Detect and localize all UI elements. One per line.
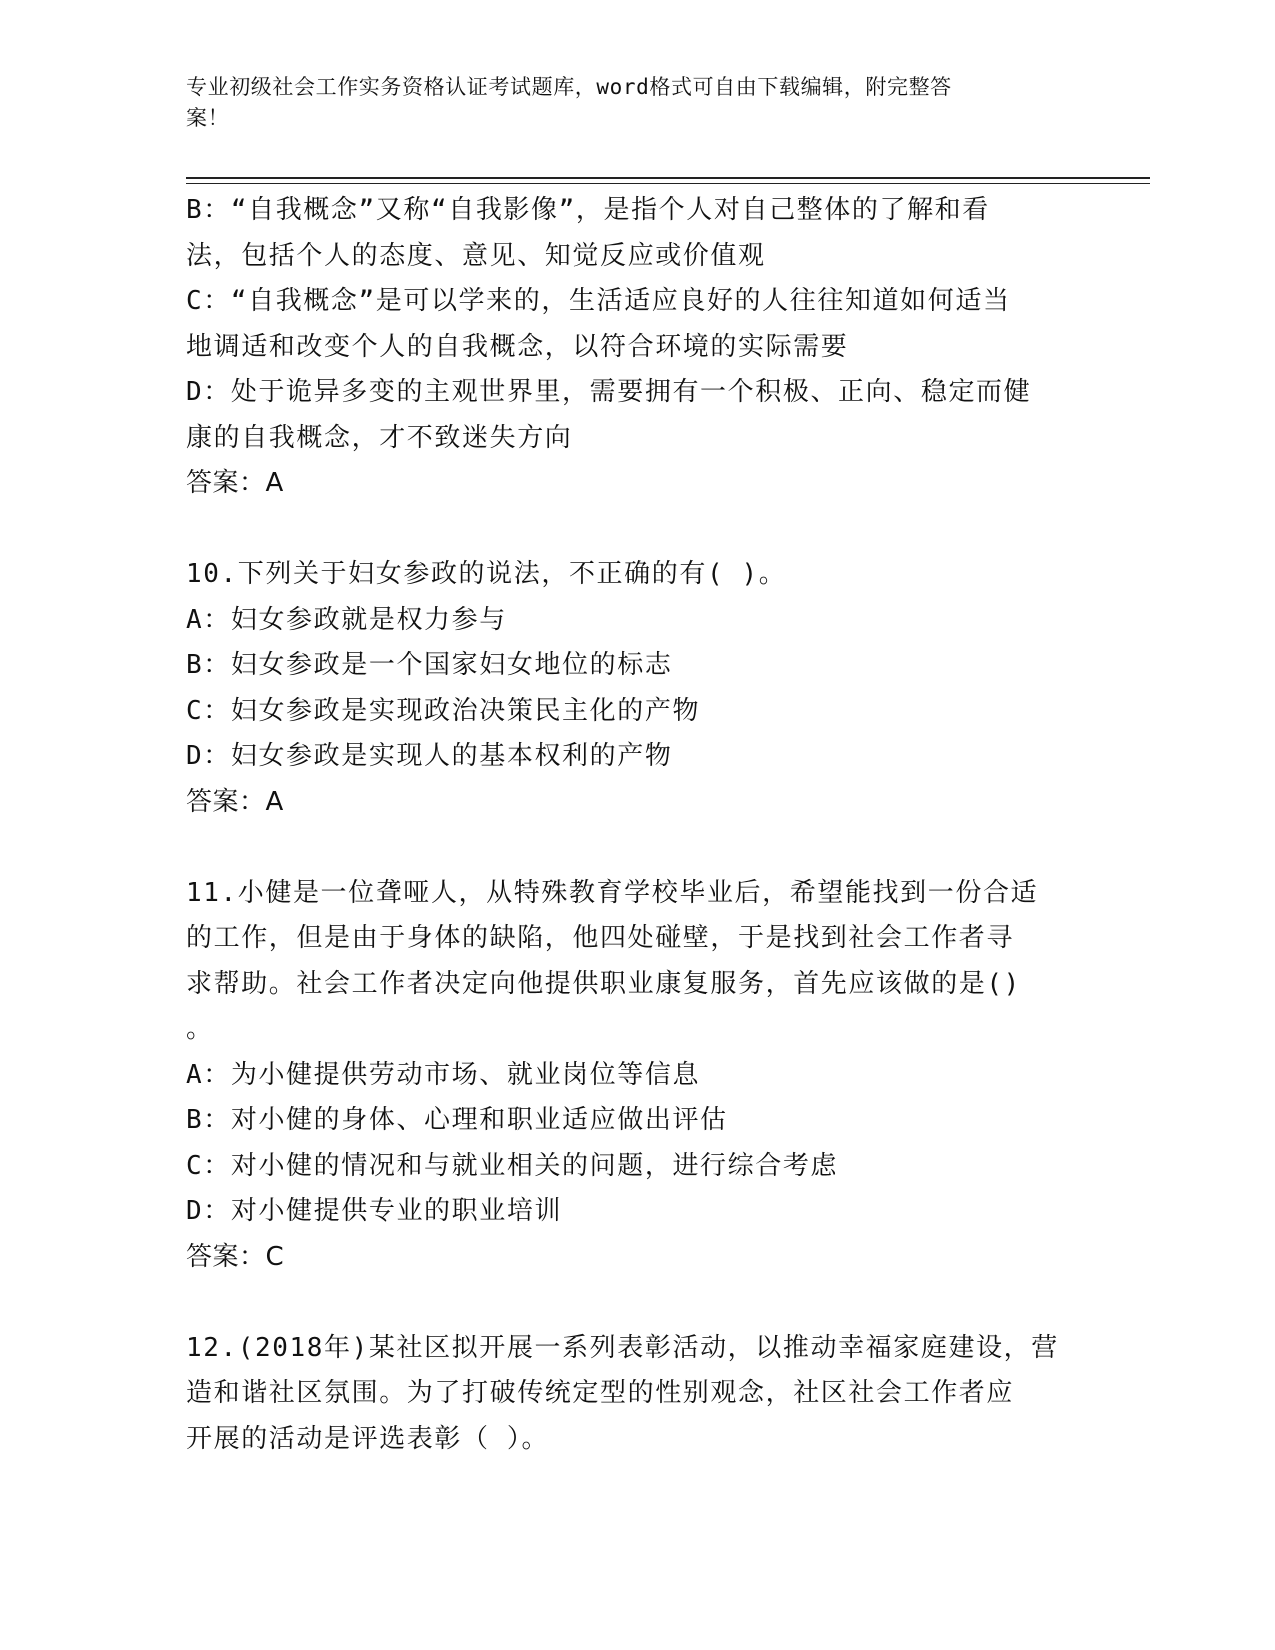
question-12 <box>186 1326 1086 1463</box>
answer: 答案：A <box>186 468 284 498</box>
question-10 <box>186 552 1086 825</box>
question-stem: 12.(2018年)某社区拟开展一系列表彰活动，以推动幸福家庭建设，营 <box>186 1332 1059 1363</box>
option-c: C：妇女参政是实现政治决策民主化的产物 <box>186 695 701 726</box>
header-line: 专业初级社会工作实务资格认证考试题库，word格式可自由下载编辑，附完整答 <box>186 75 952 99</box>
question-stem-cont: 。 <box>186 1014 214 1044</box>
option-d: D：妇女参政是实现人的基本权利的产物 <box>186 741 673 771</box>
question-stem: 11.小健是一位聋哑人，从特殊教育学校毕业后，希望能找到一份合适 <box>186 877 1039 908</box>
option-b-cont: 法，包括个人的态度、意见、知觉反应或价值观 <box>186 240 766 271</box>
option-b: B：妇女参政是一个国家妇女地位的标志 <box>186 650 673 680</box>
spacer <box>186 1280 1086 1326</box>
document-header <box>186 72 1066 134</box>
question-stem-cont: 求帮助。社会工作者决定向他提供职业康复服务，首先应该做的是() <box>186 968 1021 999</box>
option-d-cont: 康的自我概念，才不致迷失方向 <box>186 422 573 453</box>
option-d: D：对小健提供专业的职业培训 <box>186 1196 563 1226</box>
question-stem-cont: 造和谐社区氛围。为了打破传统定型的性别观念，社区社会工作者应 <box>186 1378 1015 1408</box>
question-stem-cont: 开展的活动是评选表彰（ ）。 <box>186 1423 550 1454</box>
option-a: A：妇女参政就是权力参与 <box>186 604 507 635</box>
spacer <box>186 507 1086 553</box>
header-line: 案！ <box>186 106 230 130</box>
option-c-cont: 地调适和改变个人的自我概念，以符合环境的实际需要 <box>186 331 849 362</box>
option-b: B：对小健的身体、心理和职业适应做出评估 <box>186 1105 728 1135</box>
option-d: D：处于诡异多变的主观世界里，需要拥有一个积极、正向、稳定而健 <box>186 377 1032 407</box>
option-c: C：对小健的情况和与就业相关的问题，进行综合考虑 <box>186 1150 839 1181</box>
question-stem: 10.下列关于妇女参政的说法，不正确的有( )。 <box>186 559 787 589</box>
question-11 <box>186 871 1086 1281</box>
header-divider-thin <box>186 183 1150 184</box>
option-c: C：“自我概念”是可以学来的，生活适应良好的人往往知道如何适当 <box>186 286 1011 316</box>
option-b: B：“自我概念”又称“自我影像”，是指个人对自己整体的了解和看 <box>186 195 990 225</box>
spacer <box>186 825 1086 871</box>
question-stem-cont: 的工作，但是由于身体的缺陷，他四处碰壁，于是找到社会工作者寻 <box>186 923 1015 953</box>
option-a: A：为小健提供劳动市场、就业岗位等信息 <box>186 1059 701 1090</box>
answer: 答案：C <box>186 1241 285 1272</box>
question-9-continued <box>186 188 1086 507</box>
question-content <box>186 188 1086 1462</box>
header-divider <box>186 177 1150 179</box>
answer: 答案：A <box>186 786 284 817</box>
